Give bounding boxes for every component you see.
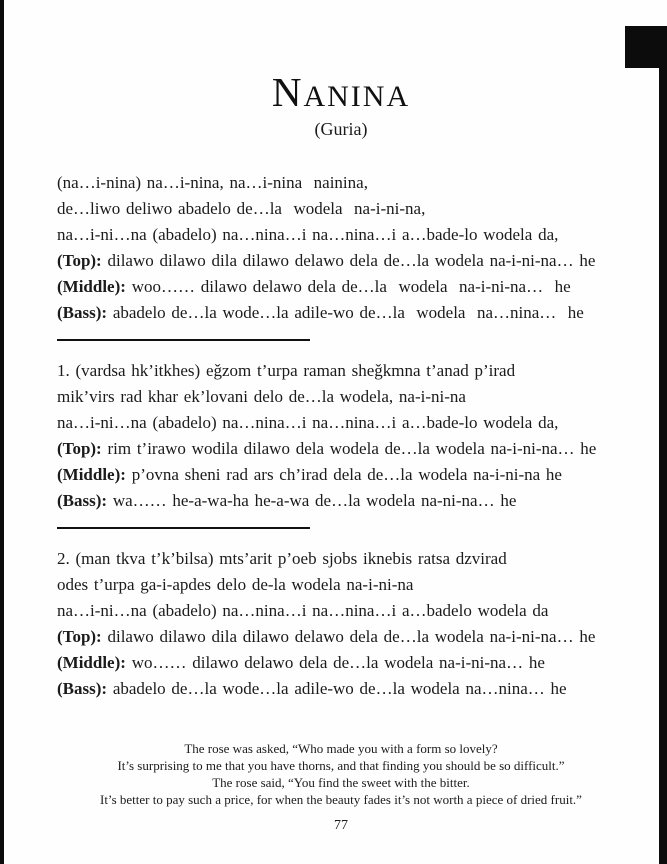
lyric-line: 1. (vardsa hk’itkhes) eǧzom t’urpa raman sheǧkmna t’anad p’irad [57, 361, 516, 380]
chorus-block [57, 170, 625, 326]
page-title [57, 69, 625, 115]
title-initial: N [271, 69, 304, 115]
part-text: dilawo dilawo dila dilawo delawo dela de…la wodela na-i-ni-na… he [107, 251, 596, 270]
lyrics [57, 170, 625, 702]
part-text: p’ovna sheni rad ars ch’irad dela de…la wodela na-i-ni-na he [131, 465, 562, 484]
subtitle: (Guria) [314, 119, 368, 139]
part-line-top [57, 248, 625, 274]
lyric-line: de…liwo deliwo abadelo de…la wodela na-i-ni-na, [57, 199, 426, 218]
part-label: (Middle): [57, 653, 126, 672]
page-content [57, 0, 625, 834]
scan-artifact-right-edge [659, 30, 667, 864]
verse-2-block [57, 546, 625, 702]
quote-line: The rose was asked, “Who made you with a form so lovely? [184, 741, 498, 756]
lyric-line: na…i-ni…na (abadelo) na…nina…i na…nina…i a…badelo wodela da [57, 601, 549, 620]
part-line-middle [57, 650, 625, 676]
page-number: 77 [334, 818, 348, 833]
part-label: (Bass): [57, 679, 108, 698]
lyric-line: (na…i-nina) na…i-nina, na…i-nina nainina, [57, 173, 368, 192]
part-text: wa…… he-a-wa-ha he-a-wa de…la wodela na-ni-na… he [112, 491, 517, 510]
part-line-bass [57, 300, 625, 326]
verse-1-block [57, 358, 625, 514]
part-line-middle [57, 462, 625, 488]
part-label: (Middle): [57, 277, 126, 296]
part-line-bass [57, 488, 625, 514]
section-divider [57, 339, 310, 341]
quote-line: It’s surprising to me that you have thorns, and that finding you should be so difficult.” [117, 758, 565, 773]
closing-quote [57, 740, 625, 808]
lyric-line: mik’virs rad khar ek’lovani delo de…la wodela, na-i-ni-na [57, 387, 466, 406]
scan-artifact-left-edge [0, 0, 4, 864]
quote-line: The rose said, “You find the sweet with the bitter. [212, 775, 470, 790]
part-label: (Top): [57, 251, 102, 270]
part-line-bass [57, 676, 625, 702]
part-text: woo…… dilawo delawo dela de…la wodela na-i-ni-na… he [131, 277, 571, 296]
part-line-middle [57, 274, 625, 300]
part-line-top [57, 624, 625, 650]
part-label: (Bass): [57, 303, 108, 322]
part-line-top [57, 436, 625, 462]
lyric-line: na…i-ni…na (abadelo) na…nina…i na…nina…i a…bade-lo wodela da, [57, 225, 559, 244]
scan-artifact-top-right-corner [625, 26, 667, 68]
section-divider [57, 527, 310, 529]
part-label: (Top): [57, 627, 102, 646]
title-rest: ANINA [303, 80, 411, 113]
part-text: wo…… dilawo delawo dela de…la wodela na-i-ni-na… he [131, 653, 545, 672]
part-text: abadelo de…la wode…la adile-wo de…la wodela na…nina… he [112, 679, 567, 698]
quote-line: It’s better to pay such a price, for when the beauty fades it’s not worth a piece of dried fruit.” [100, 792, 582, 807]
part-text: rim t’irawo wodila dilawo dela wodela de…la wodela na-i-ni-na… he [107, 439, 597, 458]
lyric-line: 2. (man tkva t’k’bilsa) mts’arit p’oeb sjobs iknebis ratsa dzvirad [57, 549, 507, 568]
part-text: abadelo de…la wode…la adile-wo de…la wodela na…nina… he [112, 303, 584, 322]
lyric-line: odes t’urpa ga-i-apdes delo de-la wodela na-i-ni-na [57, 575, 414, 594]
part-label: (Bass): [57, 491, 108, 510]
lyric-line: na…i-ni…na (abadelo) na…nina…i na…nina…i a…bade-lo wodela da, [57, 413, 559, 432]
part-text: dilawo dilawo dila dilawo delawo dela de…la wodela na-i-ni-na… he [107, 627, 596, 646]
part-label: (Top): [57, 439, 102, 458]
part-label: (Middle): [57, 465, 126, 484]
